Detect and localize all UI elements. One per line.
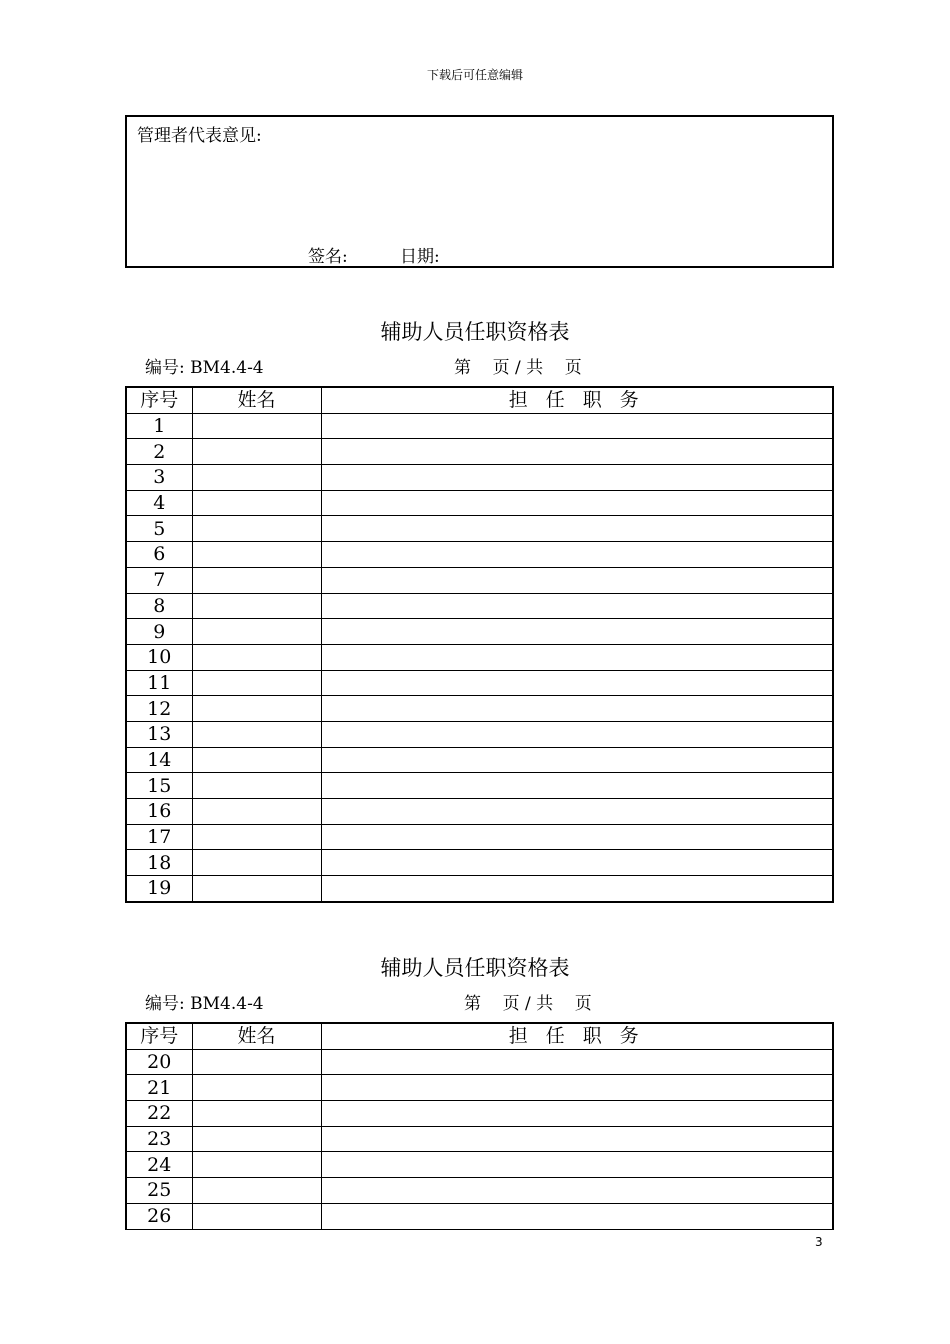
position-cell[interactable] [321,1152,833,1178]
qualification-table [125,386,834,903]
name-cell[interactable] [192,876,321,902]
page-header: 下载后可任意编辑 [426,68,523,82]
name-cell[interactable] [192,567,321,593]
column-header-position: 担 任 职 务 [321,387,833,413]
column-header-name: 姓名 [192,387,321,413]
row-number: 12 [126,696,192,722]
name-cell[interactable] [192,670,321,696]
position-cell[interactable] [321,619,833,645]
name-cell[interactable] [192,721,321,747]
row-number: 15 [126,773,192,799]
position-cell[interactable] [321,1101,833,1127]
position-cell[interactable] [321,516,833,542]
position-cell[interactable] [321,773,833,799]
name-cell[interactable] [192,644,321,670]
table-row [126,1126,833,1152]
name-cell[interactable] [192,1101,321,1127]
row-number: 4 [126,490,192,516]
form-title-2: 辅助人员任职资格表 [380,956,570,980]
name-cell[interactable] [192,619,321,645]
row-number: 6 [126,542,192,568]
name-cell[interactable] [192,747,321,773]
row-number: 1 [126,413,192,439]
position-cell[interactable] [321,696,833,722]
name-cell[interactable] [192,1075,321,1101]
position-cell[interactable] [321,490,833,516]
position-cell[interactable] [321,644,833,670]
name-cell[interactable] [192,773,321,799]
table-row [126,465,833,491]
table-row [126,1049,833,1075]
name-cell[interactable] [192,850,321,876]
row-number: 10 [126,644,192,670]
table-row [126,747,833,773]
opinion-label: 管理者代表意见: [137,126,262,146]
row-number: 24 [126,1152,192,1178]
name-cell[interactable] [192,1049,321,1075]
name-cell[interactable] [192,413,321,439]
form-title: 辅助人员任职资格表 [380,320,570,344]
table-row [126,542,833,568]
position-cell[interactable] [321,747,833,773]
form-code: 编号: BM4.4-4 [145,358,264,378]
name-cell[interactable] [192,1178,321,1204]
position-cell[interactable] [321,1075,833,1101]
page-info: 第 页 / 共 页 [454,358,582,378]
row-number: 16 [126,799,192,825]
date-label: 日期: [400,247,440,267]
name-cell[interactable] [192,439,321,465]
row-number: 19 [126,876,192,902]
table-row [126,876,833,902]
row-number: 9 [126,619,192,645]
table-row [126,644,833,670]
table-row [126,593,833,619]
position-cell[interactable] [321,593,833,619]
position-cell[interactable] [321,876,833,902]
table-row [126,799,833,825]
name-cell[interactable] [192,1126,321,1152]
position-cell[interactable] [321,1126,833,1152]
qualification-table-2 [125,1022,834,1230]
name-cell[interactable] [192,824,321,850]
row-number: 26 [126,1203,192,1229]
position-cell[interactable] [321,542,833,568]
management-opinion-box [125,115,834,268]
table-row [126,567,833,593]
table-row [126,439,833,465]
table-row [126,619,833,645]
table-row [126,1101,833,1127]
table-header-row [126,387,833,413]
column-header-position: 担 任 职 务 [321,1023,833,1049]
table-header-row [126,1023,833,1049]
row-number: 23 [126,1126,192,1152]
column-header-no: 序号 [126,1023,192,1049]
row-number: 21 [126,1075,192,1101]
position-cell[interactable] [321,721,833,747]
table-row [126,1152,833,1178]
position-cell[interactable] [321,465,833,491]
row-number: 22 [126,1101,192,1127]
table-row [126,824,833,850]
table-row [126,721,833,747]
table-row [126,516,833,542]
position-cell[interactable] [321,1203,833,1229]
position-cell[interactable] [321,799,833,825]
row-number: 14 [126,747,192,773]
form-code-2: 编号: BM4.4-4 [145,994,264,1014]
table-row [126,850,833,876]
table-row [126,773,833,799]
table-row [126,413,833,439]
position-cell[interactable] [321,850,833,876]
position-cell[interactable] [321,670,833,696]
signature-label: 签名: [308,247,348,267]
position-cell[interactable] [321,439,833,465]
row-number: 8 [126,593,192,619]
row-number: 2 [126,439,192,465]
name-cell[interactable] [192,696,321,722]
page-number: 3 [815,1235,823,1249]
name-cell[interactable] [192,542,321,568]
row-number: 11 [126,670,192,696]
table-row [126,1203,833,1229]
position-cell[interactable] [321,413,833,439]
page-info-2: 第 页 / 共 页 [464,994,592,1014]
table-row [126,1178,833,1204]
name-cell[interactable] [192,1203,321,1229]
row-number: 18 [126,850,192,876]
table-row [126,1075,833,1101]
name-cell[interactable] [192,799,321,825]
row-number: 20 [126,1049,192,1075]
name-cell[interactable] [192,490,321,516]
position-cell[interactable] [321,824,833,850]
position-cell[interactable] [321,1178,833,1204]
row-number: 25 [126,1178,192,1204]
row-number: 7 [126,567,192,593]
table-row [126,670,833,696]
row-number: 13 [126,721,192,747]
position-cell[interactable] [321,567,833,593]
row-number: 17 [126,824,192,850]
name-cell[interactable] [192,1152,321,1178]
name-cell[interactable] [192,593,321,619]
row-number: 5 [126,516,192,542]
position-cell[interactable] [321,1049,833,1075]
table-row [126,696,833,722]
name-cell[interactable] [192,465,321,491]
column-header-name: 姓名 [192,1023,321,1049]
column-header-no: 序号 [126,387,192,413]
name-cell[interactable] [192,516,321,542]
table-row [126,490,833,516]
row-number: 3 [126,465,192,491]
